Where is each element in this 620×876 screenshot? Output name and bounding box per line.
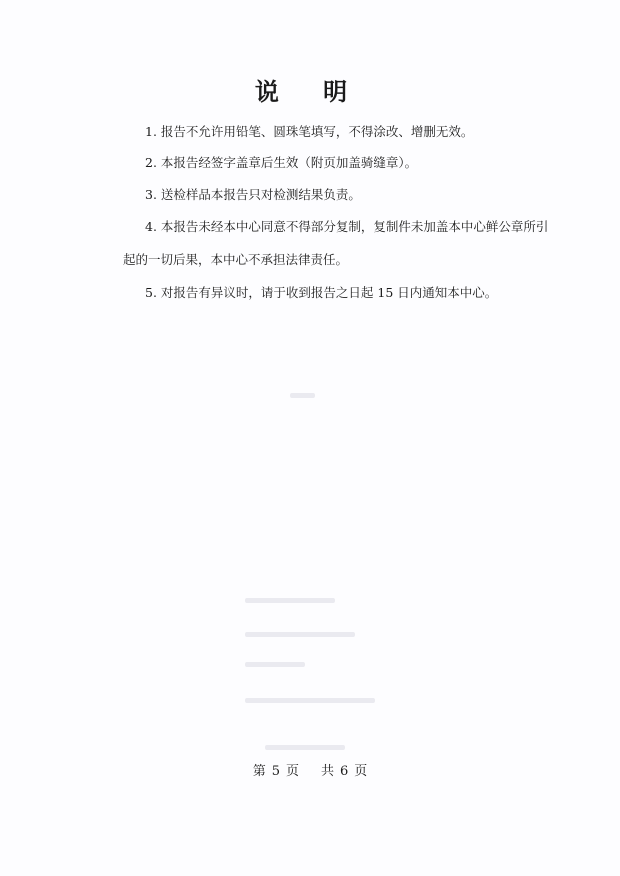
bleed-through-line (245, 632, 355, 637)
bleed-through-line (290, 393, 315, 398)
note-3: 3. 送检样品本报告只对检测结果负责。 (145, 187, 361, 202)
note-1: 1. 报告不允许用铅笔、圆珠笔填写，不得涂改、增删无效。 (145, 124, 474, 139)
bleed-through-line (245, 698, 375, 703)
footer-page-word-2: 页 (354, 764, 368, 779)
bleed-through-line (245, 598, 335, 603)
page-title: 说 明 (254, 78, 366, 106)
footer-prefix: 第 (252, 764, 266, 779)
footer-total-prefix: 共 (321, 764, 335, 779)
bleed-through-line (245, 662, 305, 667)
note-5: 5. 对报告有异议时，请于收到报告之日起 15 日内通知本中心。 (145, 285, 498, 300)
page-number-footer (0, 760, 620, 779)
footer-page-word: 页 (285, 764, 299, 779)
note-4: 4. 本报告未经本中心同意不得部分复制，复制件未加盖本中心鲜公章所引 (145, 219, 549, 234)
note-4-continued: 起的一切后果，本中心不承担法律责任。 (123, 252, 349, 267)
bleed-through-line (265, 745, 345, 750)
note-2: 2. 本报告经签字盖章后生效（附页加盖骑缝章）。 (145, 155, 418, 170)
current-page-number: 5 (271, 764, 280, 779)
total-page-number: 6 (340, 764, 349, 779)
